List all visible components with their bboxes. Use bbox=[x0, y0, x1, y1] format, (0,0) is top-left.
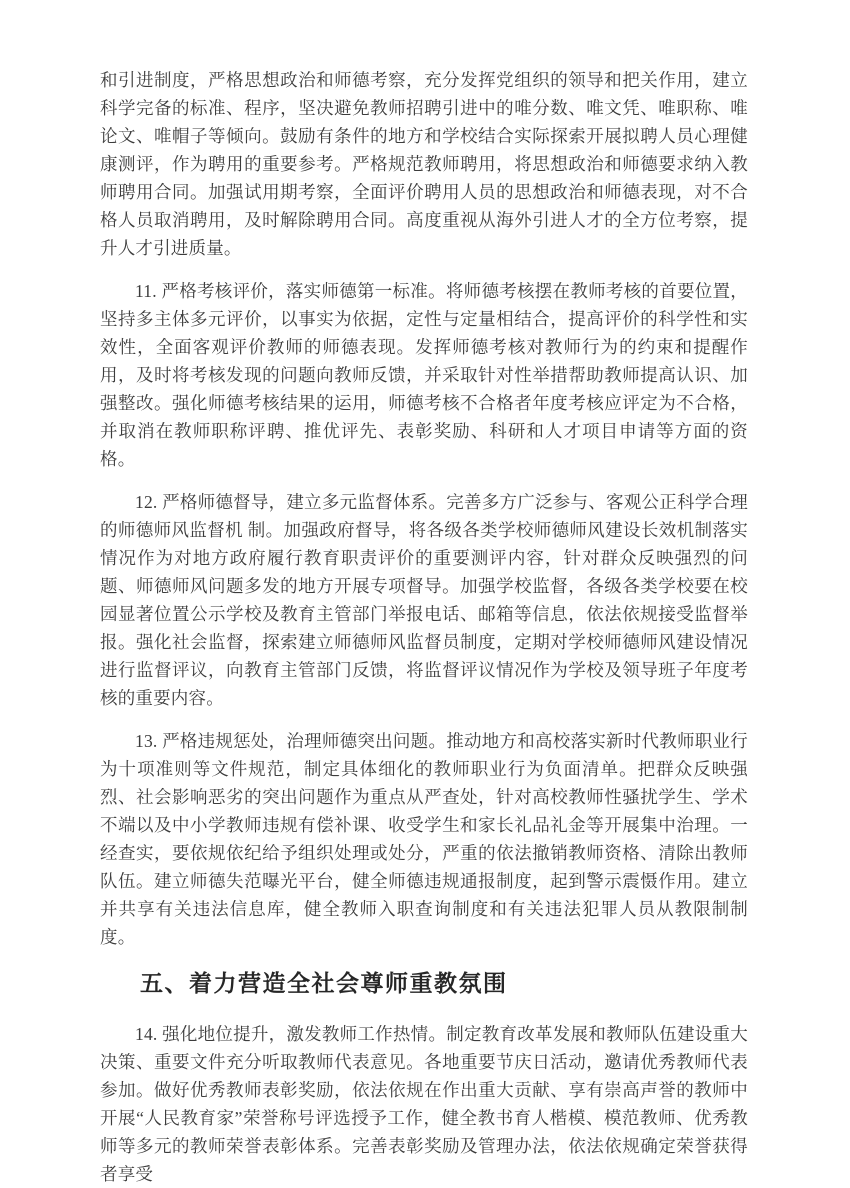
paragraph-item-12: 12. 严格师德督导，建立多元监督体系。完善多方广泛参与、客观公正科学合理的师德师风监督机 制。加强政府督导，将各级各类学校师德师风建设长效机制落实情况作为对地方政府履行教育职责评价的重要测评内容，针对群众反映强烈的问题、师德师风问题多发的地方开展专项督导。加强学校监督，各级各类学校要在校园显著位置公示学校及教育主管部门举报电话、邮箱等信息，依法依规接受监督举报。强化社会监督，探索建立师德师风监督员制度，定期对学校师德师风建设情况进行监督评议，向教育主管部门反馈，将监督评议情况作为学校及领导班子年度考核的重要内容。 bbox=[100, 492, 748, 708]
paragraph-item-11: 11. 严格考核评价，落实师德第一标准。将师德考核摆在教师考核的首要位置，坚持多主体多元评价，以事实为依据，定性与定量相结合，提高评价的科学性和实效性，全面客观评价教师的师德表现。发挥师德考核对教师行为的约束和提醒作用，及时将考核发现的问题向教师反馈，并采取针对性举措帮助教师提高认识、加强整改。强化师德考核结果的运用，师德考核不合格者年度考核应评定为不合格，并取消在教师职称评聘、推优评先、表彰奖励、科研和人才项目申请等方面的资格。 bbox=[100, 281, 748, 469]
section-heading-five: 五、着力营造全社会尊师重教氛围 bbox=[140, 970, 508, 996]
paragraph-continuation: 和引进制度，严格思想政治和师德考察，充分发挥党组织的领导和把关作用，建立科学完备的标准、程序，坚决避免教师招聘引进中的唯分数、唯文凭、唯职称、唯论文、唯帽子等倾向。鼓励有条件的地方和学校结合实际探索开展拟聘人员心理健康测评，作为聘用的重要参考。严格规范教师聘用，将思想政治和师德要求纳入教师聘用合同。加强试用期考察，全面评价聘用人员的思想政治和师德表现，对不合格人员取消聘用，及时解除聘用合同。高度重视从海外引进人才的全方位考察，提升人才引进质量。 bbox=[100, 70, 748, 258]
paragraph-item-14: 14. 强化地位提升，激发教师工作热情。制定教育改革发展和教师队伍建设重大决策、重要文件充分听取教师代表意见。各地重要节庆日活动，邀请优秀教师代表参加。做好优秀教师表彰奖励，依法依规在作出重大贡献、享有崇高声誉的教师中开展“人民教育家”荣誉称号评选授予工作，健全教书育人楷模、模范教师、优秀教师等多元的教师荣誉表彰体系。完善表彰奖励及管理办法，依法依规确定荣誉获得者享受 bbox=[100, 1024, 748, 1184]
paragraph-item-13: 13. 严格违规惩处，治理师德突出问题。推动地方和高校落实新时代教师职业行为十项准则等文件规范，制定具体细化的教师职业行为负面清单。把群众反映强烈、社会影响恶劣的突出问题作为重点从严查处，针对高校教师性骚扰学生、学术不端以及中小学教师违规有偿补课、收受学生和家长礼品礼金等开展集中治理。一经查实，要依规依纪给予组织处理或处分，严重的依法撤销教师资格、清除出教师队伍。建立师德失范曝光平台，健全师德违规通报制度，起到警示震慑作用。建立并共享有关违法信息库，健全教师入职查询制度和有关违法犯罪人员从教限制制度。 bbox=[100, 731, 748, 947]
